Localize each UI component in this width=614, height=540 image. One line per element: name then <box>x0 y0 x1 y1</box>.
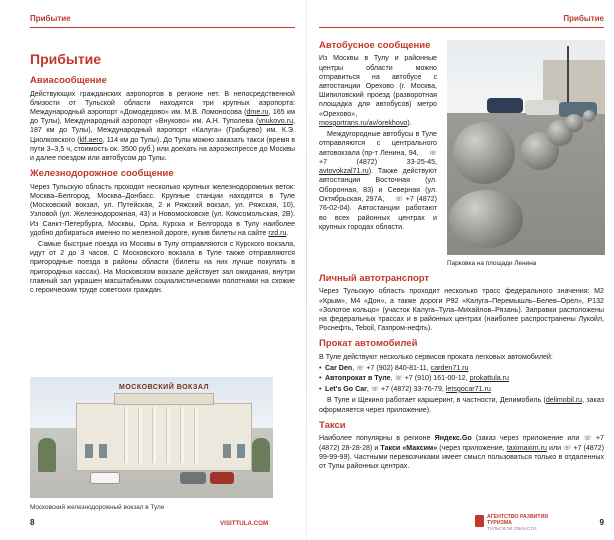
car <box>487 98 523 113</box>
link-prokattula[interactable]: prokattula.ru <box>469 374 509 383</box>
agency-sub: ТУЛЬСКОЙ ОБЛАСТИ <box>487 526 537 532</box>
stone-ball <box>565 114 583 132</box>
list-item: • Car Den, ☏ +7 (902) 840-81-11, carden71.ru <box>319 364 604 373</box>
page-number-right: 9 <box>599 517 604 527</box>
link-mosgortrans[interactable]: mosgortrans.ru/av/orekhovo <box>319 118 408 127</box>
phone-icon: ☏ <box>394 375 403 383</box>
phone-icon: ☏ <box>356 365 365 372</box>
tree <box>252 438 270 472</box>
running-header-left: Прибытие <box>30 14 295 28</box>
taxi-text: Наиболее популярны в регионе Яндекс.Go (заказ через приложение или ☏ +7 (4872) 28-28-28) и Такси «Максим» (через приложение, taximaxim.ru или ☏ +7 (4872) 99-99-99). Частными перевозчиками имеет смысл пользоваться только в отдаленных от Тулы районных центрах. <box>319 434 604 471</box>
station-sign: МОСКОВСКИЙ ВОКЗАЛ <box>119 384 209 391</box>
bus-heading: Автобусное сообщение <box>319 40 431 51</box>
list-item: • Автопрокат в Туле, ☏ +7 (910) 161-00-12, prokattula.ru <box>319 374 604 383</box>
car <box>180 472 206 484</box>
page-number-left: 8 <box>30 517 35 527</box>
stone-ball <box>453 122 515 184</box>
air-heading: Авиасообщение <box>30 75 107 87</box>
taxi-heading: Такси <box>319 419 346 431</box>
agency-logo-icon <box>475 515 484 527</box>
stone-ball <box>449 190 523 248</box>
parking-photo <box>447 40 605 255</box>
bus-text-2: Междугородные автобусы в Туле отправляются с центрального автовокзала (пр-т Ленина, 94, ☏ +7 (4872) 33-25-45, avtovokzal71.ru). Также действуют автостанции Восточная (ул. Оборонная, 83) и Северная (ул. Октябрьская, 297А, ☏ +7 (4872) 76-02-04). Автостанции работают во всех районных центрах и крупных городах области. <box>319 130 437 231</box>
rail-text-2: Самые быстрые поезда из Москвы в Тулу отправляются с Курского вокзала, идут от 2 до 3 часов. С Московского вокзала в Туле также отправляются пригородные поезда в районы области (билеты на них лучше покупать в пригородных кассах). На Московском вокзале действует зал ожидания, внутри главный зал украшен масштабными социалистическими полотнами на схожие с героическим труде советских граждан. <box>30 239 295 295</box>
link-avtovokzal[interactable]: avtovokzal71.ru <box>319 167 369 176</box>
station-building <box>76 403 252 471</box>
agency-name: АГЕНТСТВО РАЗВИТИЯ ТУРИЗМА <box>487 514 549 527</box>
station-photo <box>30 377 273 498</box>
list-item: • Let's Go Car, ☏ +7 (4872) 33-76-79, letsgocar71.ru <box>319 385 604 394</box>
left-content <box>30 50 295 297</box>
link-delimobil[interactable]: delimobil.ru <box>545 396 583 405</box>
car-heading: Личный автотранспорт <box>319 273 430 284</box>
rail-heading: Железнодорожное сообщение <box>30 168 174 180</box>
right-lower-sections <box>319 273 604 473</box>
phone-icon: ☏ <box>563 444 572 452</box>
link-dme[interactable]: dme.ru <box>246 107 269 116</box>
link-rzd[interactable]: rzd.ru <box>268 228 287 237</box>
link-taximaxim[interactable]: taximaxim.ru <box>506 443 547 452</box>
rental-heading: Прокат автомобилей <box>319 338 418 350</box>
tree <box>38 438 56 472</box>
car <box>210 472 234 484</box>
carsharing-text: В Туле и Щекино работает каршеринг, в частности, Делимобиль (delimobil.ru, заказ оформляется через приложение). <box>319 396 604 414</box>
bus-section <box>319 40 437 234</box>
link-vnukovo[interactable]: vnukovo.ru <box>258 117 294 126</box>
phone-icon: ☏ <box>394 195 404 203</box>
page-right <box>307 0 614 540</box>
car <box>525 100 559 115</box>
phone-icon: ☏ <box>428 149 437 157</box>
car-text: Через Тульскую область проходит несколько трасс федерального значения: М2 «Крым», М4 «Дон», а также дороги Р92 «Калуга–Перемышль–Белев–Орел», Р132 «Золотое кольцо» (участок Калуга–Тула–Михайлов–Рязань). Заправки расположены на федеральных трассах и в районных центрах (наиболее распространены Лукойл, Роснефть, Teboil, Газпром-нефть). <box>319 287 604 333</box>
agency-logo <box>475 515 565 532</box>
link-carden[interactable]: carden71.ru <box>430 364 469 372</box>
site-link[interactable]: VISITTULA.COM <box>220 519 269 527</box>
air-text: Действующих гражданских аэропортов в регионе нет. В непосредственной близости от Тульской области находятся три крупных аэропорта: Международный аэропорт «Домодедово» им. М.В. Ломоносова (dme.ru, 165 км до Тулы), Международный аэропорт «Внуково» им. А.Н. Туполева (vnukovo.ru, 187 км до Тулы), Международный аэропорт «Калуга» (Грабцево) им. К.Э. Циолковского (klf.aero, 114 км до Тулы). До Тулы можно заказать такси (время в пути 3–3,5 ч, стоимость ок. 3500 руб.) или доехать на аэроэкспрессе до Москвы и далее поездом или автобусом до Тулы. <box>30 89 295 163</box>
running-header-right: Прибытие <box>319 14 604 28</box>
rental-list <box>319 364 604 394</box>
link-klf[interactable]: klf.aero <box>79 135 103 144</box>
bus-text-1: Из Москвы в Тулу и районные центры области можно отправиться на автобусе с автостанции Орехово (г. Москва, Шипиловский проезд (разворотная площадка для автобусов) метро «Орехово», mosgortrans.ru/av/orekhovo). <box>319 54 437 127</box>
page-title: Прибытие <box>30 51 102 67</box>
link-letsgocar[interactable]: letsgocar71.ru <box>445 384 491 393</box>
phone-icon: ☏ <box>583 435 592 443</box>
stone-ball <box>583 110 595 122</box>
car <box>90 472 120 484</box>
rail-text-1: Через Тульскую область проходят несколько крупных железнодорожных веток: Москва–Белгород, Москва–Донбасс. Крупные станции находятся в Туле (Московский вокзал, ул. Путейская, 2 и Ряжский вокзал, ул. Ряжская, 10), Узловой (ул. Железнодорожная, 43) и Новомосковске (ул. Комсомольская, 2В). Из Санкт-Петербурга, Москвы, Орла, Курска и Белгорода в Тулу наиболее удобно добираться именно по железной дороге, купив билеты на сайте rzd.ru. <box>30 182 295 237</box>
parking-photo-caption: Парковка на площади Ленина <box>447 260 537 267</box>
phone-icon: ☏ <box>370 385 379 393</box>
station-photo-caption: Московский железнодорожный вокзал в Туле <box>30 504 165 511</box>
rental-intro: В Туле действуют несколько сервисов проката легковых автомобилей: <box>319 352 553 361</box>
